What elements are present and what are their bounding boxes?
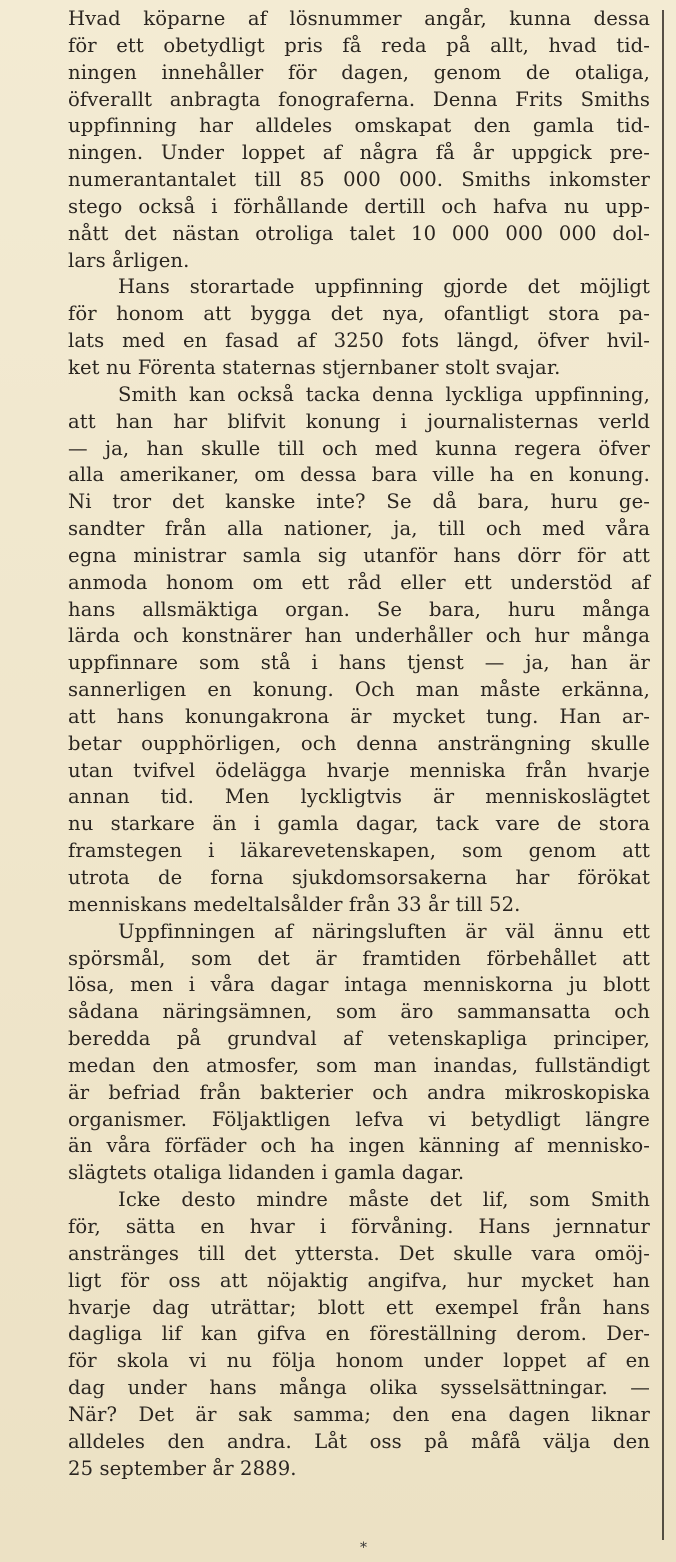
article-line: ningen innehåller för dagen, genom de otaliga, [68, 60, 650, 84]
article-line: hans allsmäktiga organ. Se bara, huru många [68, 597, 650, 621]
article-line: numerantantalet till 85 000 000. Smiths inkomster [68, 168, 650, 192]
article-line: spörsmål, som det är framtiden förbehållet att [68, 946, 650, 970]
article-line: alla amerikaner, om dessa bara ville ha en konung. [68, 463, 650, 487]
article-line: lars årligen. [68, 248, 190, 272]
article-line: organismer. Följaktligen lefva vi betydligt längre [68, 1107, 650, 1131]
article-line: uppfinnare som stå i hans tjenst — ja, han är [68, 651, 650, 675]
article-line: medan den atmosfer, som man inandas, fullständigt [68, 1053, 650, 1077]
article-line: 25 september år 2889. [68, 1456, 297, 1480]
article-line: att han har blifvit konung i journalisternas verld [68, 409, 650, 433]
footer-ornament: * [360, 1540, 367, 1556]
article-line: ket nu Förenta staternas stjernbaner stolt svajar. [68, 355, 561, 379]
article-line: sandter från alla nationer, ja, till och med våra [68, 517, 650, 541]
article-line: uppfinning har alldeles omskapat den gamla tid- [68, 114, 650, 138]
article-line: nått det nästan otroliga talet 10 000 000 000 dol- [68, 221, 650, 245]
article-line: lats med en fasad af 3250 fots längd, öfver hvil- [68, 329, 650, 353]
article-line: sannerligen en konung. Och man måste erkänna, [68, 678, 650, 702]
article-line: för, sätta en hvar i förvåning. Hans jernnatur [68, 1214, 650, 1238]
article-line: för skola vi nu följa honom under loppet af en [68, 1349, 650, 1373]
article-line: egna ministrar samla sig utanför hans dörr för att [68, 543, 650, 567]
article-line: dagliga lif kan gifva en föreställning derom. Der- [68, 1322, 650, 1346]
article-line: lösa, men i våra dagar intaga menniskorna ju blott [68, 973, 650, 997]
article-line: Icke desto mindre måste det lif, som Smith [118, 1188, 650, 1212]
article-line: Smith kan också tacka denna lyckliga uppfinning, [118, 382, 650, 406]
article-line: Uppfinningen af näringsluften är väl ännu ett [118, 919, 650, 943]
article-line: slägtets otaliga lidanden i gamla dagar. [68, 1161, 465, 1185]
article-line: att hans konungakrona är mycket tung. Han ar- [68, 704, 650, 728]
article-line: framstegen i läkarevetenskapen, som genom att [68, 839, 650, 863]
article-line: lärda och konstnärer han underhåller och hur många [68, 624, 650, 648]
article-line: för ett obetydligt pris få reda på allt, hvad tid- [68, 33, 650, 57]
article-line: beredda på grundval af vetenskapliga principer, [68, 1027, 650, 1051]
article-line: än våra förfäder och ha ingen känning af mennisko- [68, 1134, 650, 1158]
article-line: Hvad köparne af lösnummer angår, kunna dessa [68, 7, 650, 30]
article-line: sådana näringsämnen, som äro sammansatta och [68, 1000, 650, 1024]
article-line: stego också i förhållande dertill och hafva nu upp- [68, 194, 650, 218]
article-line: Hans storartade uppfinning gjorde det möjligt [118, 275, 650, 299]
article-line: betar oupphörligen, och denna ansträngning skulle [68, 731, 650, 755]
article-line: annan tid. Men lyckligtvis är menniskoslägtet [68, 785, 650, 809]
article-line: ligt för oss att nöjaktig angifva, hur mycket han [68, 1268, 650, 1292]
column-divider [662, 10, 664, 1540]
article-line: utan tvifvel ödelägga hvarje menniska från hvarje [68, 758, 650, 782]
article-line: alldeles den andra. Låt oss på måfå välja den [68, 1429, 650, 1453]
article-line: hvarje dag uträttar; blott ett exempel från hans [68, 1295, 650, 1319]
article-line: dag under hans många olika sysselsättningar. — [68, 1376, 650, 1400]
article-line: När? Det är sak samma; den ena dagen liknar [68, 1402, 650, 1426]
article-line: Ni tror det kanske inte? Se då bara, huru ge- [68, 490, 650, 514]
article-line: nu starkare än i gamla dagar, tack vare de stora [68, 812, 650, 836]
article-line: ningen. Under loppet af några få år uppgick pre- [68, 141, 650, 165]
article-line: menniskans medeltalsålder från 33 år till 52. [68, 892, 521, 916]
article-line: utrota de forna sjukdomsorsakerna har förökat [68, 866, 650, 889]
article-line: öfverallt anbragta fonograferna. Denna Frits Smiths [68, 87, 650, 111]
article-line: är befriad från bakterier och andra mikroskopiska [68, 1080, 650, 1104]
article-line: — ja, han skulle till och med kunna regera öfver [68, 436, 650, 460]
article-line: anmoda honom om ett råd eller ett understöd af [68, 570, 650, 594]
article-line: anstränges till det yttersta. Det skulle vara omöj- [68, 1241, 650, 1265]
article-body [68, 6, 650, 1482]
article-line: för honom att bygga det nya, ofantligt stora pa- [68, 302, 650, 326]
